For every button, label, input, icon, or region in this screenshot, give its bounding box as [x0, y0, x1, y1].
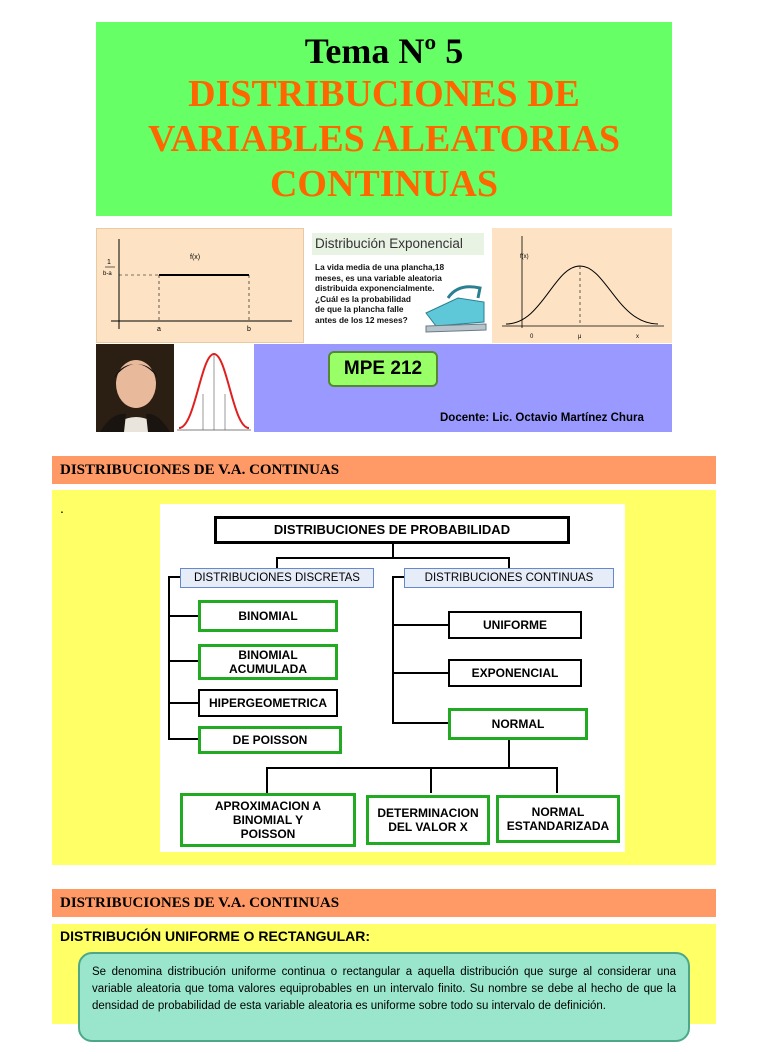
mu-label: μ	[578, 334, 582, 340]
box-line: BINOMIAL	[238, 648, 298, 662]
binomial-accumulated-box	[198, 644, 338, 680]
zero-label: 0	[530, 334, 534, 340]
box-line: ACUMULADA	[229, 662, 307, 676]
title-line-1: DISTRIBUCIONES DE	[188, 73, 580, 115]
uniform-definition-box	[78, 952, 690, 1042]
normal-distribution-image	[492, 228, 672, 343]
connector	[392, 576, 404, 578]
connector	[556, 767, 558, 793]
determination-box	[366, 795, 490, 845]
connector	[168, 660, 198, 662]
box-line: POISSON	[240, 827, 296, 841]
portrait-picture	[96, 344, 174, 432]
exponential-line: distribuida exponencialmente.	[315, 283, 435, 293]
exponential-problem	[315, 262, 490, 325]
connector	[508, 740, 510, 768]
topic-number: Tema Nº 5	[304, 31, 464, 71]
fx-label: f(x)	[520, 254, 529, 260]
exponential-title: Distribución Exponencial	[315, 236, 463, 251]
connector	[392, 722, 448, 724]
connector	[276, 557, 510, 559]
box-line: BINOMIAL Y	[232, 813, 304, 827]
fx-label: f(x)	[190, 254, 201, 261]
hypergeometric-box: HIPERGEOMETRICA	[198, 689, 338, 717]
box-line: APROXIMACION A	[214, 799, 322, 813]
a-label: a	[157, 326, 161, 333]
x-label: x	[636, 334, 639, 340]
uniform-definition-text: Se denomina distribución uniforme continua o rectangular a aquella distribución que surge al considerar una variable aleatoria que toma valores equiprobables en un intervalo finito. Su nombre se debe al hecho de que la densidad de probabilidad de esta variable aleatoria es uniforme sobre todo su intervalo de definición.	[92, 966, 676, 1012]
exponential-box: EXPONENCIAL	[448, 659, 582, 687]
probability-distributions-diagram	[160, 504, 625, 852]
standardized-box	[496, 795, 620, 843]
connector	[266, 767, 268, 793]
box-line: ESTANDARIZADA	[506, 819, 610, 833]
connector	[168, 738, 198, 740]
connector	[168, 576, 180, 578]
uniform-chart	[97, 229, 305, 344]
connector	[392, 624, 448, 626]
binomial-box: BINOMIAL	[198, 600, 338, 632]
exponential-line: meses, es una variable aleatoria	[315, 272, 442, 283]
section-header-1: DISTRIBUCIONES DE V.A. CONTINUAS	[52, 456, 716, 484]
b-label: b	[247, 326, 251, 333]
uniform-subtitle: DISTRIBUCIÓN UNIFORME O RECTANGULAR:	[60, 928, 371, 944]
discrete-box: DISTRIBUCIONES DISCRETAS	[180, 568, 374, 588]
box-line: DEL VALOR X	[388, 820, 468, 834]
connector	[168, 615, 198, 617]
root-box: DISTRIBUCIONES DE PROBABILIDAD	[214, 516, 570, 544]
exponential-line: La vida media de una plancha,18	[315, 262, 445, 272]
poisson-box: DE POISSON	[198, 726, 342, 754]
connector	[392, 544, 394, 558]
title-banner	[96, 22, 672, 216]
y-numerator: 1	[107, 259, 111, 266]
section-header-2: DISTRIBUCIONES DE V.A. CONTINUAS	[52, 889, 716, 917]
normal-chart	[492, 228, 672, 343]
title-line-2: VARIABLES ALEATORIAS	[147, 118, 620, 160]
exponential-line: antes de los 12 meses?	[315, 314, 408, 325]
connector	[168, 576, 170, 740]
connector	[430, 767, 432, 793]
bell-curve	[175, 344, 253, 432]
box-line: DETERMINACION	[377, 806, 479, 820]
y-denominator: b-a	[103, 271, 112, 277]
connector	[266, 767, 558, 769]
bullet-dot: .	[60, 500, 64, 516]
course-code-badge: MPE 212	[328, 351, 438, 387]
exponential-line: de que la plancha falle	[315, 304, 404, 314]
normal-box: NORMAL	[448, 708, 588, 740]
approximation-box	[180, 793, 356, 847]
bell-curve-image	[175, 344, 253, 432]
exponential-line: ¿Cuál es la probabilidad	[315, 293, 411, 304]
teacher-name: Docente: Lic. Octavio Martínez Chura	[440, 412, 644, 424]
title-line-3: CONTINUAS	[269, 163, 499, 205]
continuous-box: DISTRIBUCIONES CONTINUAS	[404, 568, 614, 588]
uniform-distribution-image	[96, 228, 304, 343]
gauss-portrait	[96, 344, 174, 432]
connector	[392, 576, 394, 724]
box-line: NORMAL	[531, 805, 585, 819]
uniform-box: UNIFORME	[448, 611, 582, 639]
connector	[168, 702, 198, 704]
connector	[392, 672, 448, 674]
